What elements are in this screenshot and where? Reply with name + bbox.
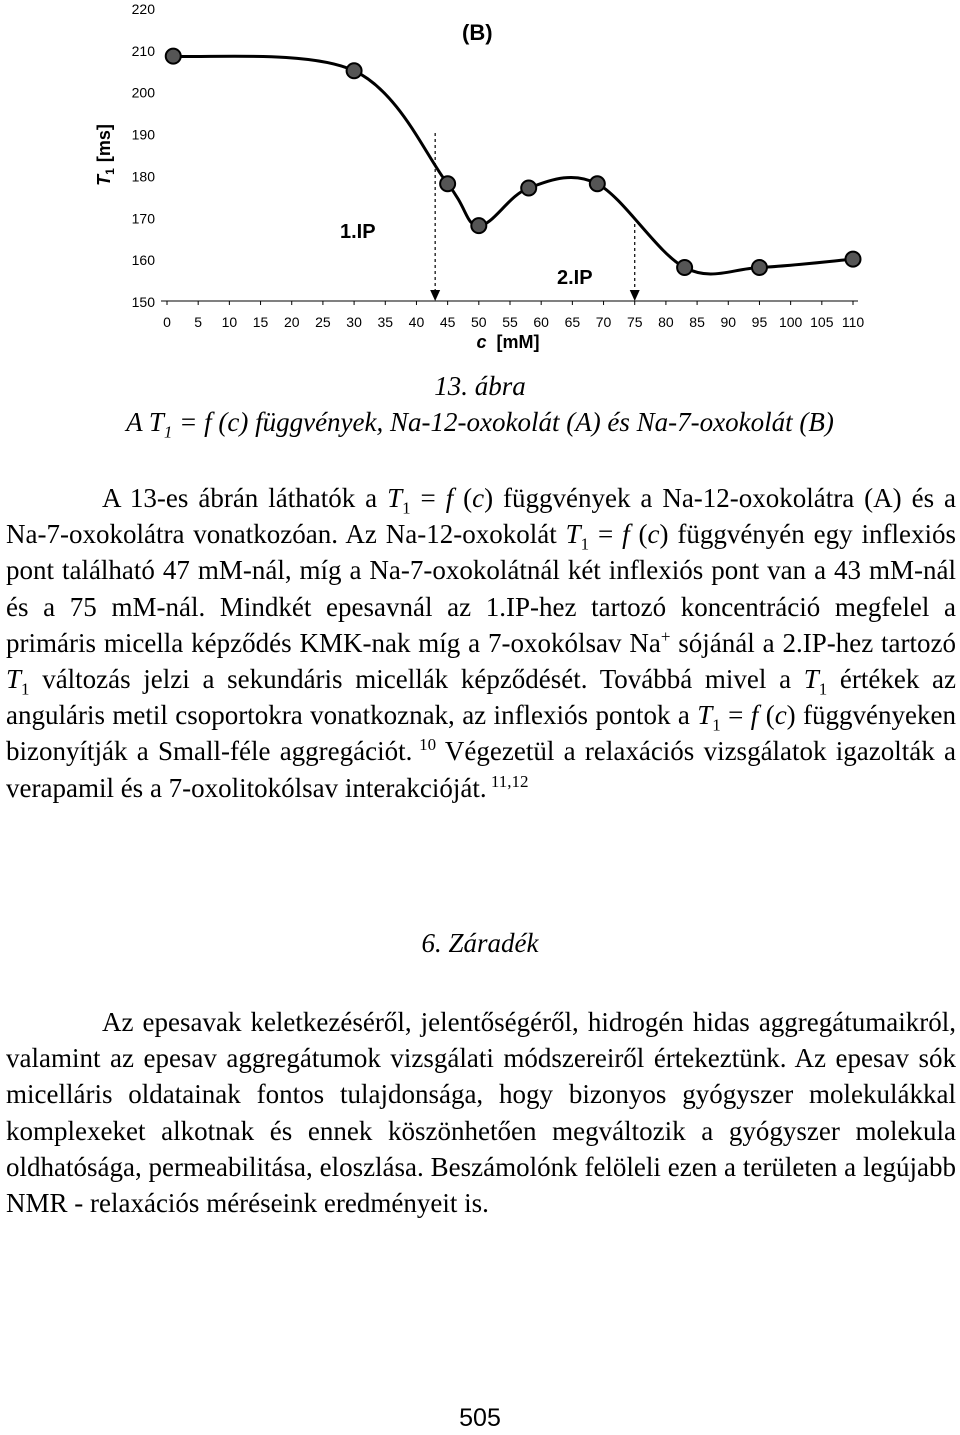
data-point [752, 260, 767, 275]
x-tick-label: 80 [658, 314, 674, 330]
x-tick-label: 0 [163, 314, 171, 330]
p1-s17: sójánál a 2.IP-hez tartozó [670, 627, 957, 658]
p1-s12: f [622, 519, 630, 550]
x-tick-label: 35 [377, 314, 394, 330]
figure-caption-text [0, 404, 960, 440]
x-axis-label [476, 332, 539, 352]
x-tick-label: 25 [315, 314, 331, 330]
x-tick-label: 10 [221, 314, 238, 330]
y-axis-label-unit: [ms] [94, 124, 114, 163]
y-tick-label: 200 [131, 84, 155, 101]
inflection-arrow-head [630, 290, 640, 301]
inflection-label: 2.IP [557, 267, 593, 289]
x-tick-label: 40 [408, 314, 425, 330]
data-point [590, 176, 605, 191]
p1-ref-10: 10 [412, 735, 437, 755]
inflection-label: 1.IP [340, 221, 376, 243]
panel-label: (B) [462, 20, 493, 45]
p1-s20: változás jelzi a sekundáris micellák képződését. Továbbá mivel a [29, 664, 804, 695]
inflection-annotations [340, 133, 640, 301]
x-tick-label: 85 [689, 314, 705, 330]
y-axis-label [94, 124, 117, 186]
x-axis-label-unit: [mM] [496, 332, 540, 352]
y-tick-label: 220 [131, 1, 155, 17]
x-tick-label: 5 [194, 314, 203, 330]
y-tick-label: 180 [131, 168, 155, 185]
p1-s23: értékek az anguláris metil csoportokra vonatkoznak, az inflexiós pontok a [6, 664, 956, 731]
p1-s25: 1 [712, 715, 721, 735]
data-point [521, 180, 536, 195]
p1-s27: f [750, 700, 759, 731]
p1-s16: + [660, 626, 671, 646]
figure-caption-number [0, 368, 960, 404]
p1-s29: c [774, 700, 787, 731]
data-point [347, 63, 362, 78]
p1-s6: ( [453, 483, 473, 513]
p1-s1: A 13-es ábrán láthatók a [102, 483, 388, 513]
y-tick-label: 210 [131, 42, 155, 59]
caption-b: = f (c) függvények, Na-12-oxokolát (A) és Na-7-oxokolát (B) [172, 407, 834, 437]
p1-s13: ( [629, 519, 648, 550]
p1-s3: 1 [402, 498, 411, 518]
p1-s21: T [803, 664, 819, 695]
x-tick-label: 75 [626, 314, 643, 330]
y-axis-ticks [132, 1, 156, 310]
x-tick-label: 60 [533, 314, 549, 330]
data-point [166, 49, 181, 64]
x-tick-label: 30 [346, 314, 362, 330]
paragraph-results [6, 480, 956, 806]
y-axis-label-sub: 1 [103, 168, 117, 175]
caption-a: A T [126, 407, 164, 437]
x-tick-label: 65 [564, 314, 581, 330]
caption-line-1: 13. ábra [434, 371, 526, 401]
x-axis-label-var: c [476, 332, 487, 352]
x-tick-label: 95 [751, 314, 768, 330]
p1-s32: Végezetül a relaxációs vizsgálatok igazolták a verapamil és a 7-oxolitokólsav interakcióját. [6, 736, 957, 803]
p1-s18: T [6, 664, 22, 695]
data-points [166, 49, 861, 275]
p1-s19: 1 [21, 679, 30, 699]
p1-s5: f [445, 483, 454, 513]
x-tick-label: 70 [595, 314, 612, 330]
y-tick-label: 160 [131, 252, 155, 269]
x-tick-label: 50 [471, 314, 487, 330]
x-tick-label: 90 [720, 314, 737, 330]
p1-s26: = [720, 700, 751, 731]
x-axis-ticks [163, 301, 864, 330]
p1-s14: c [647, 519, 660, 550]
x-tick-label: 105 [810, 314, 834, 330]
y-tick-label: 150 [131, 294, 155, 310]
p1-s9: T [565, 519, 581, 550]
data-point [471, 218, 486, 233]
p1-s30: ) függvényeken bizonyítják a Small-féle aggregációt. [6, 700, 957, 767]
data-point [846, 252, 861, 267]
section-heading: 6. Záradék [421, 928, 539, 958]
p1-s10: 1 [580, 534, 590, 554]
paragraph-conclusion [6, 1004, 956, 1221]
data-point [677, 260, 692, 275]
p1-s15: ) függvényén egy inflexiós pont található 47 mM-nál, míg a Na-7-oxokolátnál két inflexiós pont van a 43 mM-nál és a 75 mM-nál. Mindkét epesavnál az 1.IP-hez tartozó koncentráció megfelel a primáris micella képződés KMK-nak míg a 7-oxokólsav Na [6, 519, 957, 658]
p1-s4: = [410, 483, 446, 513]
x-tick-label: 20 [283, 314, 300, 330]
p1-s7: c [472, 483, 485, 513]
p1-s28: ( [758, 700, 775, 731]
y-tick-label: 190 [131, 126, 155, 143]
y-axis-label-var: T [94, 174, 114, 186]
page-number: 505 [459, 1404, 501, 1432]
p2-text: Az epesavak keletkezéséről, jelentőségéről, hidrogén hidas aggregátumaikról, valamint az epesav aggregátumok vizsgálati módszereiről értekeztünk. Az epesav sók micelláris oldatainak fontos tulajdonsága, hogy bizonyos gyógyszer molekulákkal komplexeket alkotnak és ennek köszönhetően megváltozik a gyógyszer molekula oldhatósága, permeabilitása, eloszlása. Beszámolónk felöleli ezen a területen a legújabb NMR - relaxációs méréseink eredményeit is. [6, 1007, 956, 1219]
x-tick-label: 100 [778, 314, 803, 330]
inflection-arrow-head [430, 290, 440, 301]
x-tick-label: 110 [841, 314, 865, 330]
p1-s2: T [387, 483, 403, 513]
caption-sub: 1 [163, 422, 173, 442]
y-tick-label: 170 [131, 210, 155, 227]
p1-ref-11-12: 11,12 [486, 771, 529, 791]
p1-s11: = [589, 519, 623, 550]
x-tick-label: 15 [252, 314, 269, 330]
x-tick-label: 45 [439, 314, 456, 330]
t1-concentration-chart [0, 0, 960, 360]
p1-s22: 1 [818, 679, 828, 699]
p1-s8: ) függvények a Na-12-oxokolátra (A) és a Na-7-oxokolátra vonatkozóan. Az Na-12-oxokolát [6, 483, 956, 550]
series-line [173, 56, 853, 274]
p1-s24: T [697, 700, 713, 731]
data-point [440, 176, 455, 191]
x-tick-label: 55 [502, 314, 518, 330]
